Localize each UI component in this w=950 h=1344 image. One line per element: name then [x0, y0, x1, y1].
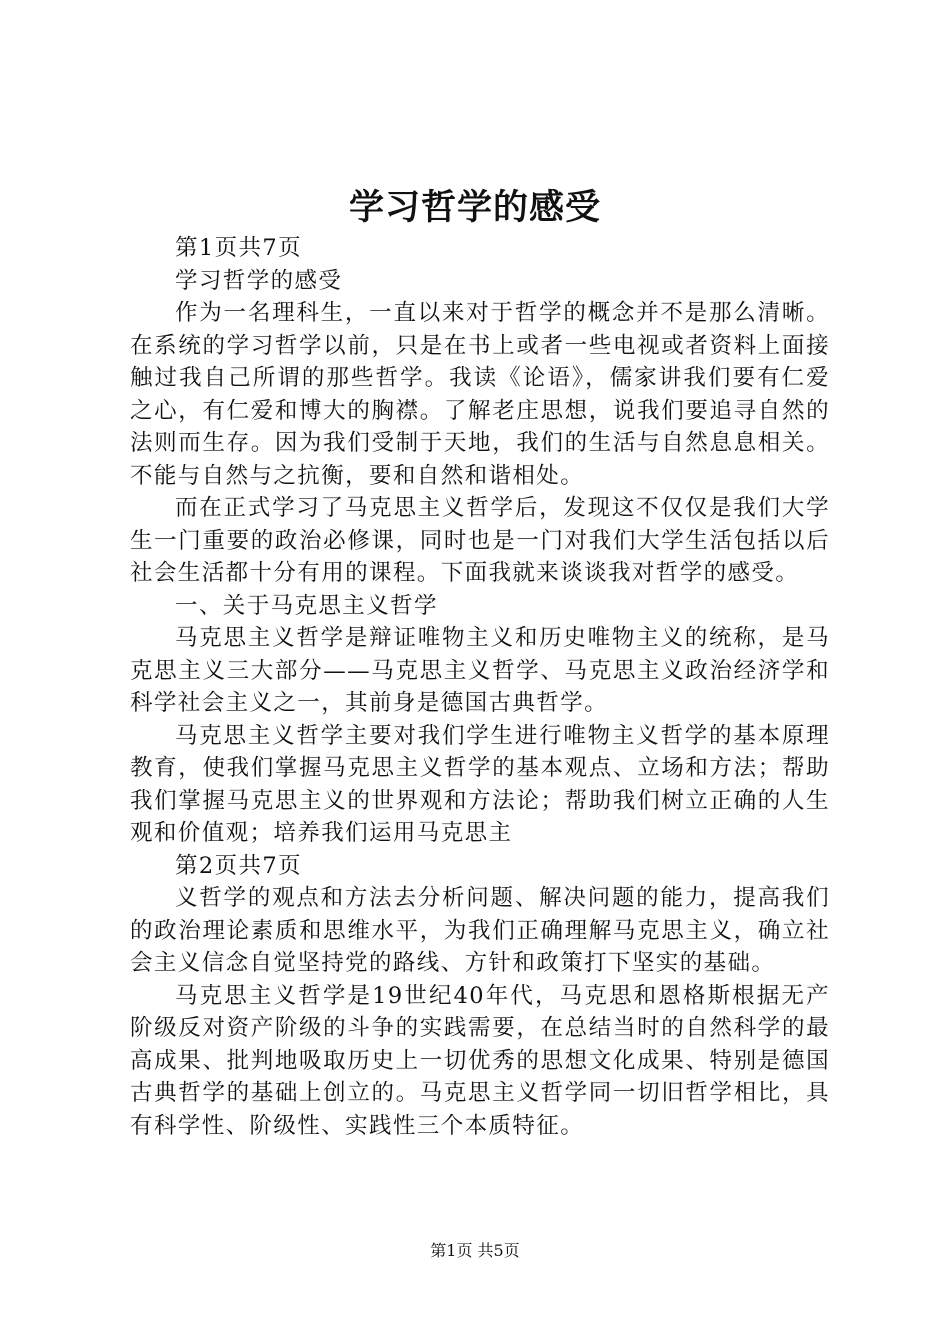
- paragraph: 马克思主义哲学是19世纪40年代，马克思和恩格斯根据无产阶级反对资产阶级的斗争的实践需要，在总结当时的自然科学的最高成果、批判地吸取历史上一切优秀的思想文化成果、特别是德国古典哲学的基础上创立的。马克思主义哲学同一切旧哲学相比，具有科学性、阶级性、实践性三个本质特征。: [130, 982, 830, 1139]
- section-heading: 一、关于马克思主义哲学: [175, 592, 438, 619]
- page-footer: 第1页 共5页: [430, 1241, 520, 1260]
- paragraph: 马克思主义哲学是辩证唯物主义和历史唯物主义的统称，是马克思主义三大部分——马克思主义哲学、马克思主义政治经济学和科学社会主义之一，其前身是德国古典哲学。: [130, 625, 830, 716]
- document-title: 学习哲学的感受: [348, 187, 601, 228]
- document-body: [130, 232, 830, 1142]
- page-marker: 第2页共7页: [175, 852, 303, 879]
- paragraph: 义哲学的观点和方法去分析问题、解决问题的能力，提高我们的政治理论素质和思维水平，为我们正确理解马克思主义，确立社会主义信念自觉坚持党的路线、方针和政策打下坚实的基础。: [130, 885, 830, 976]
- paragraph: 作为一名理科生，一直以来对于哲学的概念并不是那么清晰。在系统的学习哲学以前，只是在书上或者一些电视或者资料上面接触过我自己所谓的那些哲学。我读《论语》，儒家讲我们要有仁爱之心，有仁爱和博大的胸襟。了解老庄思想，说我们要追寻自然的法则而生存。因为我们受制于天地，我们的生活与自然息息相关。不能与自然与之抗衡，要和自然和谐相处。: [130, 300, 830, 489]
- page-marker: 第1页共7页: [175, 235, 303, 261]
- paragraph: 马克思主义哲学主要对我们学生进行唯物主义哲学的基本原理教育，使我们掌握马克思主义哲学的基本观点、立场和方法；帮助我们掌握马克思主义的世界观和方法论；帮助我们树立正确的人生观和价值观；培养我们运用马克思主: [130, 722, 830, 846]
- paragraph: 而在正式学习了马克思主义哲学后，发现这不仅仅是我们大学生一门重要的政治必修课，同时也是一门对我们大学生活包括以后社会生活都十分有用的课程。下面我就来谈谈我对哲学的感受。: [130, 495, 830, 586]
- subtitle: 学习哲学的感受: [175, 267, 343, 294]
